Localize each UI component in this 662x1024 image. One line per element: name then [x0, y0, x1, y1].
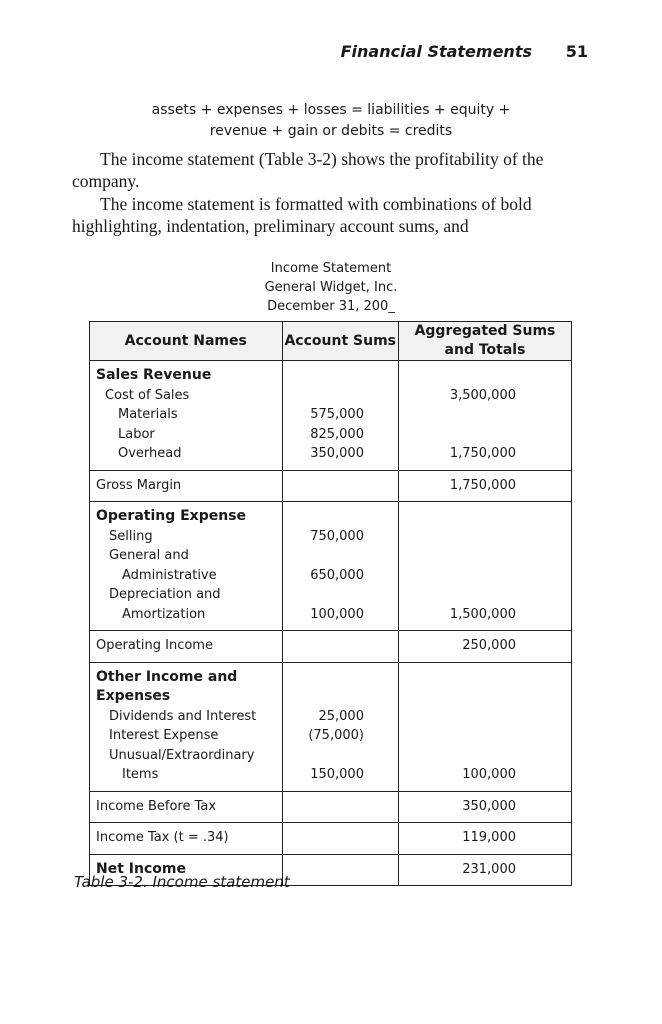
general-label-line-1: General and	[109, 548, 189, 563]
paragraph-1-text: The income statement (Table 3-2) shows the profitability of the company.	[72, 149, 544, 191]
paragraph-2	[72, 193, 588, 237]
unusual-sum: 150,000	[310, 767, 364, 782]
table-row-operating-income	[90, 631, 572, 663]
depreciation-label-line-2: Amortization	[122, 606, 206, 622]
net-income-label: Net Income	[96, 860, 186, 877]
operating-expense-label: Operating Expense	[96, 508, 247, 524]
overhead-sum: 350,000	[310, 446, 364, 461]
cost-of-sales-label: Cost of Sales	[105, 387, 190, 403]
page-number: 51	[565, 42, 588, 61]
table-row-gross-margin	[90, 470, 572, 502]
unusual-label-line-2: Items	[122, 767, 159, 782]
general-sum: 650,000	[310, 567, 364, 583]
header-account-names: Account Names	[90, 322, 283, 361]
general-label-line-2: Administrative	[122, 567, 217, 583]
gross-margin-label: Gross Margin	[96, 477, 182, 493]
statement-company: General Widget, Inc.	[264, 280, 398, 295]
statement-title: Income Statement	[270, 261, 392, 276]
equation-line-2: revenue + gain or debits = credits	[209, 123, 453, 139]
sales-revenue-label: Sales Revenue	[96, 367, 212, 383]
interest-expense-sum: (75,000)	[308, 728, 364, 743]
table-header-row	[90, 322, 572, 361]
interest-expense-label: Interest Expense	[109, 728, 219, 743]
selling-label: Selling	[109, 528, 153, 544]
materials-sum: 575,000	[310, 407, 364, 422]
net-income-total: 231,000	[462, 861, 516, 877]
overhead-label: Overhead	[118, 446, 182, 461]
header-aggregated-line-1: Aggregated Sums	[414, 323, 556, 339]
materials-label: Materials	[118, 407, 178, 422]
header-aggregated-sums	[398, 322, 571, 361]
running-header	[0, 40, 662, 68]
table-row-income-before-tax	[90, 791, 572, 823]
other-income-total: 100,000	[462, 767, 516, 782]
operating-income-label: Operating Income	[96, 638, 213, 653]
equation-line-1: assets + expenses + losses = liabilities + equity +	[151, 102, 511, 118]
table-row-other-income	[90, 662, 572, 791]
other-income-label-line-2: Expenses	[96, 688, 171, 704]
table-row-sales	[90, 361, 572, 471]
paragraph-2-text: The income statement is formatted with combinations of bold highlighting, indentation, preliminary account sums, and	[72, 194, 532, 236]
income-tax-label: Income Tax (t = .34)	[96, 830, 229, 845]
table-row-income-tax	[90, 823, 572, 855]
income-before-tax-label: Income Before Tax	[96, 798, 217, 814]
income-before-tax-total: 350,000	[462, 798, 516, 814]
income-statement-table	[89, 321, 572, 886]
sales-revenue-total: 3,500,000	[449, 387, 516, 403]
table-row-operating-expense	[90, 502, 572, 631]
operating-income-total: 250,000	[462, 638, 516, 653]
chapter-title: Financial Statements	[340, 42, 532, 61]
table-caption: Table 3-2. Income statement	[74, 873, 290, 891]
unusual-label-line-1: Unusual/Extraordinary	[109, 747, 255, 763]
depreciation-label-line-1: Depreciation and	[109, 587, 221, 602]
selling-sum: 750,000	[310, 528, 364, 544]
dividends-sum: 25,000	[318, 708, 364, 724]
operating-expense-total: 1,500,000	[449, 606, 516, 622]
statement-date: December 31, 200_	[267, 299, 395, 314]
dividends-label: Dividends and Interest	[109, 708, 257, 724]
other-income-label-line-1: Other Income and	[96, 668, 238, 685]
statement-heading	[0, 259, 662, 316]
labor-sum: 825,000	[310, 426, 364, 442]
paragraph-1	[72, 148, 588, 192]
income-tax-total: 119,000	[462, 830, 516, 845]
cost-of-sales-total: 1,750,000	[449, 446, 516, 461]
depreciation-sum: 100,000	[310, 606, 364, 622]
header-account-sums: Account Sums	[282, 322, 398, 361]
gross-margin-total: 1,750,000	[449, 477, 516, 493]
labor-label: Labor	[118, 426, 155, 442]
header-aggregated-line-2: and Totals	[444, 342, 526, 358]
